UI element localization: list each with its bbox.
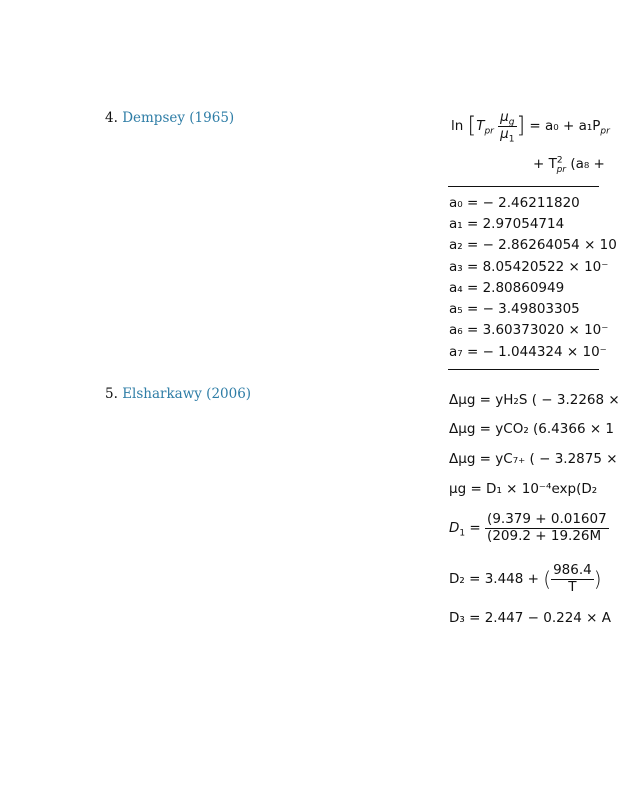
bracket-open: [ <box>467 113 477 139</box>
d2-denominator: T <box>568 578 577 595</box>
elsharkawy-eq-h2s: Δμg = yH₂S ( − 3.2268 × <box>449 392 620 408</box>
elsharkawy-eq-mug: μg = D₁ × 10⁻⁴exp(D₂ <box>449 481 598 497</box>
correlation-link-dempsey[interactable]: Dempsey (1965) <box>122 110 235 126</box>
elsharkawy-eq-d1: $D_1$ = $\frac{(9.379 + 0.01607}{(209.2 + 19.26M}$ <box>449 511 607 544</box>
coef-a2: a₂ = − 2.86264054 × 10 <box>449 237 617 253</box>
dempsey-line2-lead: + T <box>533 156 557 172</box>
ln-label: ln <box>451 118 464 135</box>
mu-ratio-fraction: $\frac{\mu_g}{\mu_1}$ <box>500 109 515 145</box>
d1-fraction <box>485 512 609 544</box>
list-item-dempsey <box>105 110 234 126</box>
elsharkawy-eq-c7: Δμg = yC₇₊ ( − 3.2875 × <box>449 451 618 467</box>
coef-a3: a₃ = 8.05420522 × 10⁻ <box>449 259 609 275</box>
coef-a5: a₅ = − 3.49803305 <box>449 301 580 317</box>
d2-fraction <box>551 563 594 595</box>
dempsey-equation-line2: + $T^2_{pr}$ (a₈ + <box>533 155 605 175</box>
bracket-close: ] <box>516 113 526 139</box>
table-bottom-rule <box>448 369 599 370</box>
list-item-elsharkawy <box>105 386 251 402</box>
dempsey-line2-tail: (a₈ + <box>570 156 605 172</box>
coef-a4: a₄ = 2.80860949 <box>449 280 565 296</box>
item-number: 5. <box>105 386 118 402</box>
coef-a6: a₆ = 3.60373020 × 10⁻ <box>449 322 609 338</box>
coef-a1: a₁ = 2.97054714 <box>449 216 565 232</box>
d2-lead: D₂ = 3.448 + <box>449 571 539 588</box>
dempsey-equation-line1: $\ln [T_{pr}$ $\frac{\mu_g}{\mu_1}$ ] = $a_0 + a_1P_{pr}$ <box>451 109 610 145</box>
d1-numerator: (9.379 + 0.01607 <box>487 511 607 527</box>
elsharkawy-eq-co2: Δμg = yCO₂ (6.4366 × 1 <box>449 421 615 437</box>
table-top-rule <box>448 186 599 187</box>
coef-a7: a₇ = − 1.044324 × 10⁻ <box>449 344 607 360</box>
correlation-link-elsharkawy[interactable]: Elsharkawy (2006) <box>122 386 252 402</box>
item-number: 4. <box>105 110 118 126</box>
elsharkawy-eq-d2: D₂ = 3.448 + ( $\frac{986.4}{T}$ ) <box>449 562 602 595</box>
dempsey-rhs: = a₀ + a₁P <box>529 118 601 135</box>
d1-denominator: (209.2 + 19.26M <box>487 527 602 544</box>
elsharkawy-eq-d3: D₃ = 2.447 − 0.224 × A <box>449 610 612 626</box>
d2-numerator: 986.4 <box>553 562 592 578</box>
coef-a0: a₀ = − 2.46211820 <box>449 195 580 211</box>
